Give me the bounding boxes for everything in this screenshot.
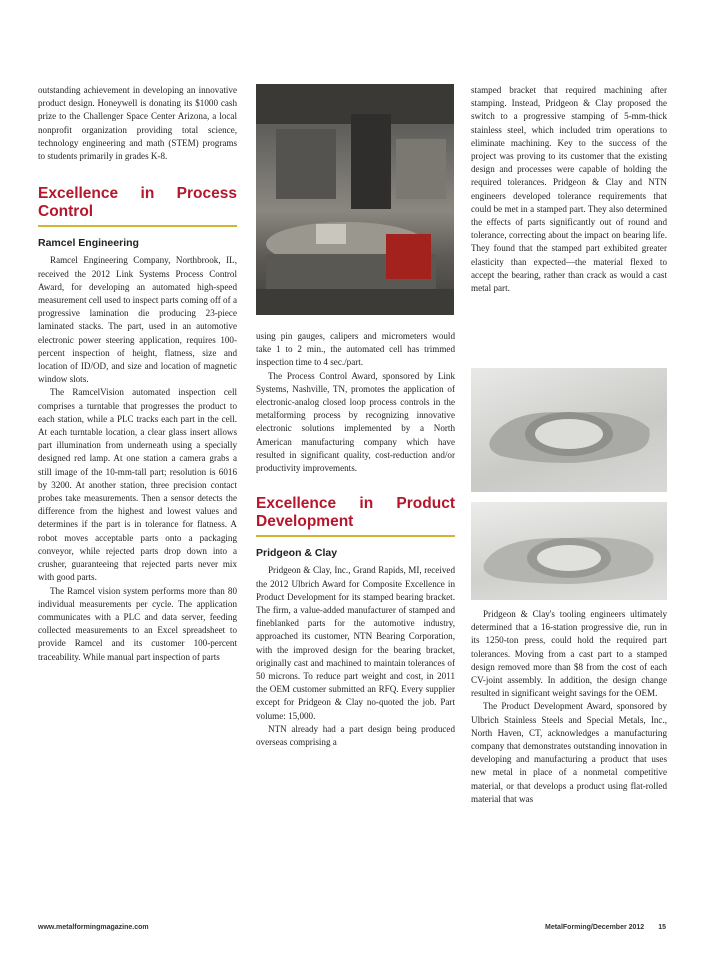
stamped-bracket-graphic bbox=[471, 502, 667, 600]
subheading-pridgeon-clay: Pridgeon & Clay bbox=[256, 547, 338, 560]
cast-bracket-graphic bbox=[471, 368, 667, 492]
footer-website: www.metalformingmagazine.com bbox=[38, 924, 149, 931]
inspection-cell-photo-graphic bbox=[256, 84, 454, 315]
paragraph: outstanding achievement in developing an innovative product design. Honeywell is donating its $1000 cash prize to the Challenger Space Center Arizona, a local nonprofit organization providing total science, technology engineering and math (STEM) programs to students primarily in grades K-8. bbox=[38, 85, 237, 162]
column-3-lower bbox=[471, 608, 667, 806]
cast-bracket-photo bbox=[471, 368, 667, 492]
heading-rule bbox=[256, 535, 455, 537]
inspection-cell-photo bbox=[256, 84, 454, 315]
footer-right bbox=[545, 924, 666, 931]
paragraph: The Process Control Award, sponsored by Link Systems, Nashville, TN, promotes the application of electronic-analog closed loop process controls in the metalforming process by recognizing innovative electronic solutions implemented by a North American manufacturing company which have resulted in significant quality, cost-reduction and/or productivity improvements. bbox=[256, 370, 455, 474]
stamped-bracket-photo bbox=[471, 502, 667, 600]
column-3 bbox=[471, 84, 667, 295]
column-2 bbox=[256, 330, 455, 749]
paragraph: Pridgeon & Clay, Inc., Grand Rapids, MI, received the 2012 Ulbrich Award for Composite Excellence in Product Development for its stamped bearing bracket. The firm, a value-added manufacturer of stamped and fineblanked parts for the automotive industry, approached its customer, NTN Bearing Corporation, with the improved design for the bearing bracket, originally cast and machined to maintain tolerances of 50 microns. To reduce part weight and cost, in 2011 the OEM customer submitted an RFQ. Every supplier except for Pridgeon & Clay no-quoted the job. Part volume: 15,000. bbox=[256, 565, 455, 721]
paragraph: using pin gauges, calipers and micrometers would take 1 to 2 min., the automated cell has trimmed inspection time to 4 sec./part. bbox=[256, 331, 455, 368]
paragraph: Pridgeon & Clay's tooling engineers ultimately determined that a 16-station progressive die, run in its 1250-ton press, could hold the required part tolerances. Moving from a cast part to a stamped design removed more than $8 from the cost of each CV-joint assembly. In addition, the design change resulted in significant weight savings for the OEM. bbox=[471, 609, 667, 699]
paragraph: The Ramcel vision system performs more than 80 individual measurements per cycle. The application communicates with a PLC and data server, feeding collected measurements to an Excel spreadsheet to provide Ramcel and its customer 100-percent traceability. While manual part inspection of parts bbox=[38, 585, 237, 662]
section-heading-product-development: Excellence in Product Development bbox=[256, 495, 455, 531]
paragraph: The RamcelVision automated inspection cell comprises a turntable that progresses the product to each station, while a PLC tracks each part in the cell. At each turntable location, a clear glass insert allows part illumination from underneath using a specially designed red lamp. At one station a camera grabs a still image of the 10-mm-tall part; resolution is 6016 by 3200. At another station, three precision contact probes take measurements. Then a sensor detects the difference from the highest and lowest values and determines if the part is in tolerance for flatness. A robot moves acceptable parts onto a packaging conveyor, while rejected parts drop down into a crusher, guaranteeing that rejected parts never mix with good parts. bbox=[38, 387, 237, 583]
paragraph: Ramcel Engineering Company, Northbrook, IL, received the 2012 Link Systems Process Control Award, for developing an automated high-speed measurement cell used to inspect parts coming off of a progressive lamination die producing 23-piece laminated stacks. The part, used in an automotive electronic power steering application, requires 100-percent inspection of height, flatness, size and location of ID/OD, and size and location of magnetic window slots. bbox=[38, 255, 237, 385]
paragraph: The Product Development Award, sponsored by Ulbrich Stainless Steels and Special Metals, Inc., North Haven, CT, acknowledges a manufacturing company that demonstrates outstanding innovation in developing and manufacturing a product that uses new metal in place of a nonmetal competitive material, or that develops a product using flat-rolled material that was bbox=[471, 701, 667, 804]
paragraph: stamped bracket that required machining after stamping. Instead, Pridgeon & Clay proposed the switch to a progressive stamping of 5-mm-thick stainless steel, which included trim operations to eliminate machining. Key to the success of the project was proving to its customer that the existing design and processes were capable of holding the required tolerances. Pridgeon & Clay and NTN engineers developed tolerance requirements that could be met in a stamped part. They also determined the effects of parts significantly out of round and tolerance, correcting about the impact on bearing life. They found that the stamped part exhibited greater elasticity than expected—the material flexed to accept the bearing, rather than crack as would a cast metal part. bbox=[471, 85, 667, 294]
heading-rule bbox=[38, 225, 237, 227]
subheading-ramcel: Ramcel Engineering bbox=[38, 237, 139, 250]
column-1 bbox=[38, 84, 237, 664]
footer-magazine: MetalForming/December 2012 bbox=[545, 924, 645, 931]
page-number: 15 bbox=[658, 924, 666, 931]
section-heading-process-control: Excellence in Process Control bbox=[38, 185, 237, 221]
paragraph: NTN already had a part design being produced overseas comprising a bbox=[256, 723, 455, 748]
